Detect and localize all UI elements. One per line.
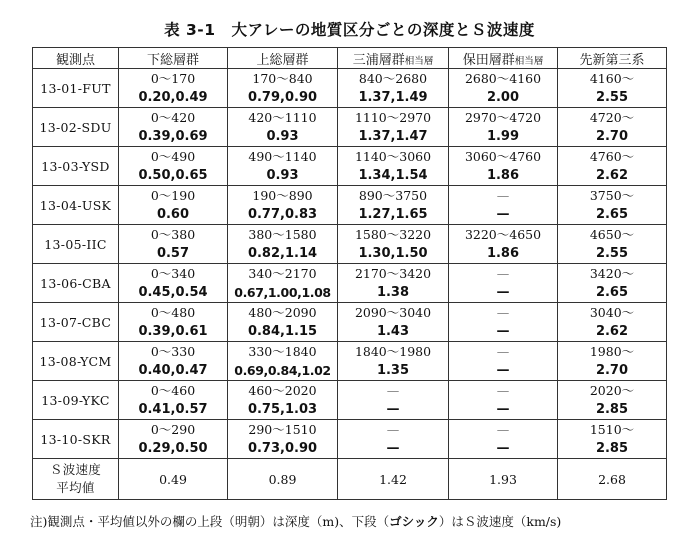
depth-value: 1110～2970 [354, 110, 432, 125]
cell-pre-neogene [558, 147, 667, 186]
velocity-value: 0.60 [156, 207, 190, 222]
cell-shimousa [119, 342, 228, 381]
depth-value: 3420～ [589, 266, 635, 281]
cell-kazusa [228, 264, 338, 303]
depth-value: 0～380 [150, 227, 196, 242]
velocity-value: 0.69,0.84,1.02 [234, 363, 331, 378]
velocity-value: — [496, 402, 510, 417]
cell-hota [449, 108, 558, 147]
depth-value: 290～1510 [248, 422, 317, 437]
footnote [30, 512, 690, 530]
velocity-value: 0.82,1.14 [247, 246, 318, 261]
cell-pre-neogene [558, 303, 667, 342]
table-row [33, 108, 667, 147]
velocity-value: 0.45,0.54 [138, 285, 208, 300]
average-label-line2: 平均値 [56, 480, 95, 495]
velocity-value: 0.57 [156, 246, 190, 261]
footnote-suffix: ）はＳ波速度（km/s) [438, 514, 562, 529]
depth-value: 2970～4720 [464, 110, 542, 125]
depth-value: 0～460 [150, 383, 196, 398]
depth-value: 3220～4650 [464, 227, 542, 242]
depth-value: 460～2020 [248, 383, 317, 398]
velocity-value: 1.99 [486, 129, 520, 144]
cell-hota [449, 381, 558, 420]
velocity-value: 1.37,1.49 [358, 90, 428, 105]
cell-shimousa [119, 186, 228, 225]
velocity-value: 0.20,0.49 [138, 90, 208, 105]
cell-hota [449, 147, 558, 186]
depth-value: 3040～ [589, 305, 635, 320]
velocity-value: 1.30,1.50 [358, 246, 428, 261]
depth-value: 840～2680 [358, 71, 428, 86]
velocity-value: 1.35 [376, 363, 410, 378]
depth-value: — [496, 422, 510, 437]
velocity-value: 0.93 [266, 168, 299, 183]
depth-value: 190～890 [252, 188, 313, 203]
cell-shimousa [119, 303, 228, 342]
table-row [33, 342, 667, 381]
velocity-value: 0.41,0.57 [138, 402, 208, 417]
header-kazusa: 上総層群 [228, 48, 338, 69]
average-miura: 1.42 [338, 459, 449, 500]
velocity-value: 2.85 [595, 402, 629, 417]
depth-value: — [496, 266, 510, 281]
cell-miura [338, 186, 449, 225]
velocity-value: 0.79,0.90 [247, 90, 318, 105]
depth-value: 0～190 [150, 188, 196, 203]
cell-pre-neogene [558, 108, 667, 147]
header-hota-sub: 相当層 [514, 55, 544, 67]
cell-miura [338, 264, 449, 303]
footnote-gothic: ゴシック [389, 514, 439, 529]
cell-pre-neogene [558, 186, 667, 225]
velocity-value: 0.67,1.00,1.08 [234, 285, 331, 300]
cell-miura [338, 225, 449, 264]
depth-value: — [496, 188, 510, 203]
velocity-value: — [496, 441, 510, 456]
velocity-value: 0.93 [266, 129, 299, 144]
table-row [33, 420, 667, 459]
velocity-value: 1.34,1.54 [358, 168, 428, 183]
table-row [33, 225, 667, 264]
depth-value: 490～1140 [248, 149, 317, 164]
station-code: 13-01-FUT [33, 69, 119, 108]
header-shimousa: 下総層群 [119, 48, 228, 69]
station-code: 13-04-USK [33, 186, 119, 225]
depth-value: 0～330 [150, 344, 196, 359]
velocity-value: — [386, 402, 400, 417]
header-miura-sub: 相当層 [404, 55, 434, 67]
header-pre-neogene: 先新第三系 [558, 48, 667, 69]
header-miura-main: 三浦層群 [352, 52, 405, 68]
velocity-value: 2.85 [595, 441, 629, 456]
velocity-value: 2.70 [595, 363, 629, 378]
cell-shimousa [119, 69, 228, 108]
average-kazusa: 0.89 [228, 459, 338, 500]
cell-kazusa [228, 303, 338, 342]
cell-hota [449, 225, 558, 264]
velocity-value: 1.86 [486, 168, 520, 183]
table-row [33, 186, 667, 225]
velocity-value: — [496, 363, 510, 378]
depth-value: — [496, 305, 510, 320]
depth-value: 1580～3220 [354, 227, 432, 242]
cell-kazusa [228, 69, 338, 108]
average-shimousa: 0.49 [119, 459, 228, 500]
velocity-value: 1.38 [376, 285, 410, 300]
cell-kazusa [228, 147, 338, 186]
header-miura [338, 48, 449, 69]
cell-hota [449, 69, 558, 108]
velocity-value: — [496, 285, 510, 300]
average-row [33, 459, 667, 500]
average-hota: 1.93 [449, 459, 558, 500]
depth-value: 170～840 [252, 71, 313, 86]
cell-pre-neogene [558, 420, 667, 459]
depth-value: 330～1840 [248, 344, 317, 359]
footnote-prefix: 注)観測点・平均値以外の欄の上段（明朝）は深度（m)、下段（ [30, 514, 390, 529]
depth-value: 2680～4160 [464, 71, 542, 86]
cell-shimousa [119, 381, 228, 420]
velocity-value: 0.29,0.50 [138, 441, 208, 456]
velocity-value: 2.00 [486, 90, 520, 105]
depth-value: 4650～ [589, 227, 635, 242]
station-code: 13-10-SKR [33, 420, 119, 459]
depth-value: 1980～ [589, 344, 635, 359]
depth-value: 0～490 [150, 149, 196, 164]
velocity-value: 2.62 [595, 324, 629, 339]
cell-kazusa [228, 186, 338, 225]
velocity-value: 2.70 [595, 129, 629, 144]
depth-value: 0～420 [150, 110, 196, 125]
velocity-value: 0.75,1.03 [247, 402, 318, 417]
geology-table [32, 47, 667, 500]
average-pre-neogene: 2.68 [558, 459, 667, 500]
station-code: 13-02-SDU [33, 108, 119, 147]
header-hota-main: 保田層群 [462, 52, 515, 68]
cell-shimousa [119, 420, 228, 459]
average-label-line1: Ｓ波速度 [49, 462, 102, 477]
velocity-value: — [386, 441, 400, 456]
depth-value: 2020～ [589, 383, 635, 398]
station-code: 13-05-IIC [33, 225, 119, 264]
velocity-value: 2.55 [595, 246, 629, 261]
depth-value: 2170～3420 [354, 266, 432, 281]
depth-value: 4760～ [589, 149, 635, 164]
depth-value: 3060～4760 [464, 149, 542, 164]
depth-value: 2090～3040 [354, 305, 432, 320]
cell-pre-neogene [558, 225, 667, 264]
station-code: 13-06-CBA [33, 264, 119, 303]
cell-pre-neogene [558, 69, 667, 108]
velocity-value: 0.73,0.90 [247, 441, 318, 456]
velocity-value: 2.55 [595, 90, 629, 105]
cell-hota [449, 186, 558, 225]
station-code: 13-09-YKC [33, 381, 119, 420]
cell-miura [338, 108, 449, 147]
velocity-value: 0.40,0.47 [138, 363, 208, 378]
depth-value: 0～290 [150, 422, 196, 437]
cell-shimousa [119, 225, 228, 264]
velocity-value: — [496, 207, 510, 222]
depth-value: — [496, 383, 510, 398]
velocity-value: — [496, 324, 510, 339]
table-row [33, 303, 667, 342]
depth-value: 0～170 [150, 71, 196, 86]
depth-value: — [386, 422, 400, 437]
table-row [33, 264, 667, 303]
velocity-value: 2.65 [595, 285, 629, 300]
depth-value: 420～1110 [248, 110, 317, 125]
cell-kazusa [228, 108, 338, 147]
table-row [33, 69, 667, 108]
depth-value: 1140～3060 [354, 149, 432, 164]
velocity-value: 2.62 [595, 168, 629, 183]
depth-value: 0～480 [150, 305, 196, 320]
depth-value: 3750～ [589, 188, 635, 203]
cell-pre-neogene [558, 264, 667, 303]
cell-miura [338, 381, 449, 420]
depth-value: — [496, 344, 510, 359]
station-code: 13-07-CBC [33, 303, 119, 342]
cell-kazusa [228, 342, 338, 381]
depth-value: 890～3750 [358, 188, 428, 203]
cell-hota [449, 264, 558, 303]
velocity-value: 2.65 [595, 207, 629, 222]
station-code: 13-03-YSD [33, 147, 119, 186]
station-code: 13-08-YCM [33, 342, 119, 381]
depth-value: 340～2170 [248, 266, 317, 281]
table-title: 表 3-1 大アレーの地質区分ごとの深度とＳ波速度 [164, 21, 535, 39]
velocity-value: 0.84,1.15 [247, 324, 318, 339]
cell-hota [449, 342, 558, 381]
cell-hota [449, 420, 558, 459]
velocity-value: 0.77,0.83 [247, 207, 318, 222]
cell-hota [449, 303, 558, 342]
depth-value: — [386, 383, 400, 398]
velocity-value: 1.43 [376, 324, 410, 339]
depth-value: 380～1580 [248, 227, 317, 242]
cell-shimousa [119, 147, 228, 186]
velocity-value: 0.39,0.69 [138, 129, 208, 144]
depth-value: 4160～ [589, 71, 635, 86]
table-row [33, 381, 667, 420]
depth-value: 480～2090 [248, 305, 317, 320]
header-station: 観測点 [33, 48, 119, 69]
depth-value: 1510～ [589, 422, 635, 437]
table-row [33, 147, 667, 186]
cell-miura [338, 420, 449, 459]
cell-kazusa [228, 420, 338, 459]
velocity-value: 1.37,1.47 [358, 129, 428, 144]
cell-pre-neogene [558, 381, 667, 420]
cell-pre-neogene [558, 342, 667, 381]
cell-miura [338, 147, 449, 186]
cell-miura [338, 303, 449, 342]
header-row [33, 48, 667, 69]
velocity-value: 0.39,0.61 [138, 324, 208, 339]
cell-miura [338, 69, 449, 108]
cell-shimousa [119, 264, 228, 303]
cell-kazusa [228, 225, 338, 264]
cell-shimousa [119, 108, 228, 147]
cell-miura [338, 342, 449, 381]
velocity-value: 1.27,1.65 [358, 207, 428, 222]
depth-value: 4720～ [589, 110, 635, 125]
average-label [33, 459, 119, 500]
depth-value: 0～340 [150, 266, 196, 281]
cell-kazusa [228, 381, 338, 420]
depth-value: 1840～1980 [354, 344, 432, 359]
velocity-value: 1.86 [486, 246, 520, 261]
header-hota [449, 48, 558, 69]
velocity-value: 0.50,0.65 [138, 168, 208, 183]
